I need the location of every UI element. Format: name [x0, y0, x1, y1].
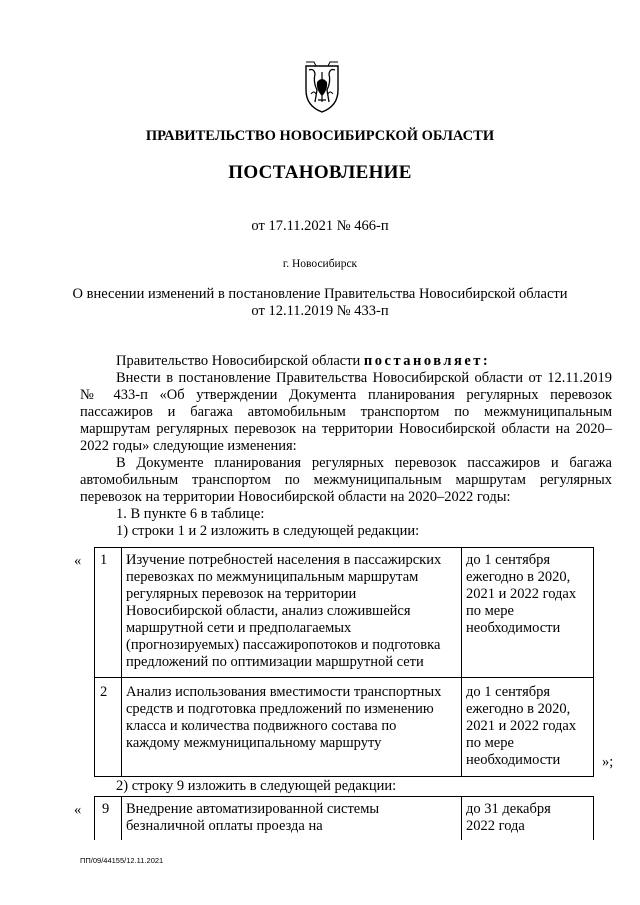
row-2-term-line: до 1 сентября: [466, 684, 551, 700]
organization-name: ПРАВИТЕЛЬСТВО НОВОСИБИРСКОЙ ОБЛАСТИ: [145, 128, 495, 144]
row-9-text-line: безналичной оплаты проезда на: [126, 818, 323, 834]
row-9-term: [466, 801, 592, 835]
row-1-text-line: (прогнозируемых) пассажиропотоков и подготовка: [126, 637, 441, 653]
date-number: от 17.11.2021 № 466-п: [251, 218, 389, 234]
row-2-term-line: по мере: [466, 735, 514, 751]
row-1-text-line: Новосибирской области, анализ сложившейся: [126, 603, 411, 619]
row-1-text-line: предложений по оптимизации маршрутной сети: [126, 654, 424, 670]
row-1-text-line: перевозках по межмуниципальным маршрутам: [126, 569, 419, 585]
document-code: ПП/09/44155/12.11.2021: [80, 856, 164, 865]
row-2-term-line: 2021 и 2022 годах: [466, 718, 577, 734]
row-2-term-line: ежегодно в 2020,: [466, 701, 571, 717]
document-type: ПОСТАНОВЛЕНИЕ: [228, 162, 412, 183]
row-9-term-line: 2022 года: [466, 818, 525, 834]
paragraph-2: В Документе планирования регулярных перевозок пассажиров и багажа автомобильным транспортом по межмуниципальным маршрутам регулярных перевозок на территории Новосибирской области на 2020–2022 годы:: [80, 455, 612, 505]
open-quote: «: [74, 802, 82, 818]
row-2-number: 2: [100, 684, 108, 700]
item-1-1: 1) строки 1 и 2 изложить в следующей редакции:: [116, 523, 420, 539]
subject: [70, 286, 570, 320]
decree-lead: Правительство Новосибирской области: [116, 353, 361, 369]
row-1-text-line: маршрутной сети и предполагаемых: [126, 620, 352, 636]
row-9-term-line: до 31 декабря: [466, 801, 551, 817]
row-2-term: [466, 684, 592, 769]
row-2-text-line: средств и подготовка предложений по изменению: [126, 701, 434, 717]
row-1-number: 1: [100, 552, 108, 568]
row-2-text-line: класса и количества подвижного состава по: [126, 718, 397, 734]
row-2-text-line: каждому межмуниципальному маршруту: [126, 735, 382, 751]
row-1-term-line: до 1 сентября: [466, 552, 551, 568]
row-1-text-line: Изучение потребностей населения в пассажирских: [126, 552, 442, 568]
row-9-number: 9: [102, 801, 110, 817]
row-2-term-line: необходимости: [466, 752, 561, 768]
row-9-text: [126, 801, 458, 835]
novosibirsk-coat-of-arms-icon: [302, 60, 342, 114]
row-1-term-line: по мере: [466, 603, 514, 619]
item-1: 1. В пункте 6 в таблице:: [116, 506, 265, 522]
row-1-term-line: ежегодно в 2020,: [466, 569, 571, 585]
city: г. Новосибирск: [282, 258, 358, 270]
paragraph-1: Внести в постановление Правительства Новосибирской области от 12.11.2019 № 433-п «Об утверждении Документа планирования регулярных перевозок пассажиров и багажа автомобильным транспортом по межмуниципальным маршрутам регулярных перевозок на территории Новосибирской области на 2020–2022 годы» следующие изменения:: [80, 370, 612, 454]
item-1-2: 2) строку 9 изложить в следующей редакции:: [116, 778, 397, 794]
row-1-term-line: 2021 и 2022 годах: [466, 586, 577, 602]
row-1-text-line: регулярных перевозок на территории: [126, 586, 357, 602]
row-2-text-line: Анализ использования вместимости транспортных: [126, 684, 442, 700]
decree-word: постановляет:: [363, 353, 491, 369]
subject-line-1: О внесении изменений в постановление Правительства Новосибирской области: [72, 286, 568, 302]
row-2-text: [126, 684, 458, 752]
row-9-text-line: Внедрение автоматизированной системы: [126, 801, 380, 817]
item-1-2-wrap: [80, 778, 612, 795]
open-quote: «: [74, 553, 82, 569]
decree-line: [80, 353, 612, 370]
subject-line-2: от 12.11.2019 № 433-п: [251, 303, 389, 319]
row-1-term: [466, 552, 592, 637]
close-quote: »;: [602, 754, 614, 770]
row-1-text: [126, 552, 458, 671]
row-1-term-line: необходимости: [466, 620, 561, 636]
body-text: [80, 353, 612, 540]
